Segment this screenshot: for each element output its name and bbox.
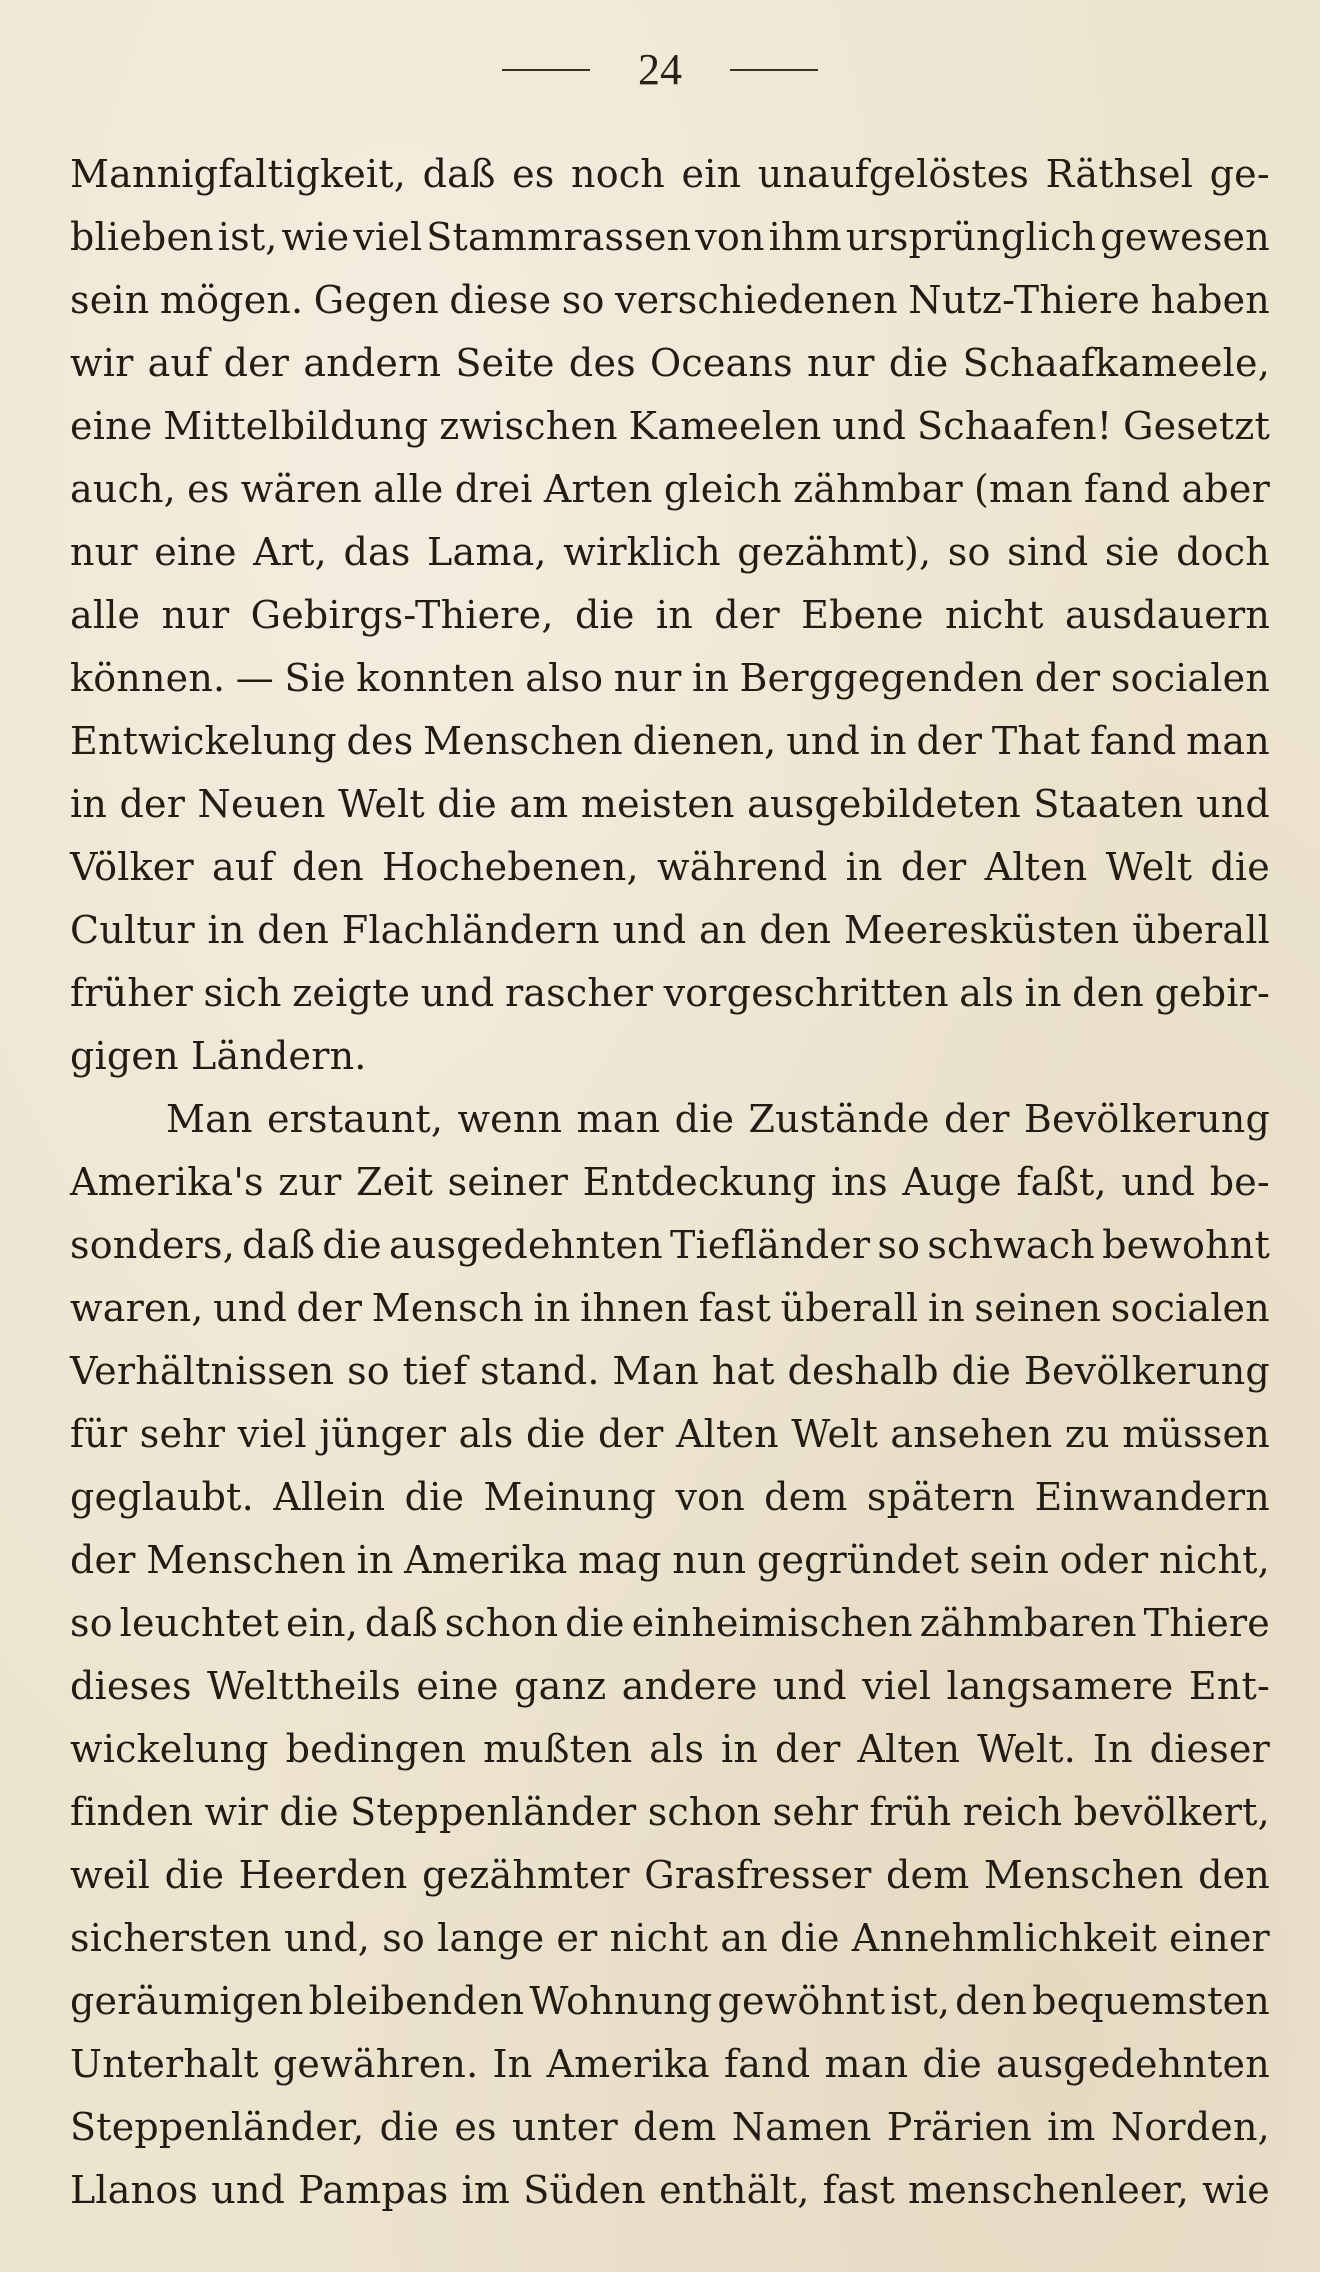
- text-line: in der Neuen Welt die am meisten ausgebildeten Staaten und: [70, 782, 1270, 826]
- page-header: [0, 40, 1320, 100]
- text-line: geräumigen bleibenden Wohnung gewöhnt ist, den bequemsten: [70, 1979, 1270, 2023]
- text-line: für sehr viel jünger als die der Alten Welt ansehen zu müssen: [70, 1412, 1270, 1456]
- text-line: können. — Sie konnten also nur in Berggegenden der socialen: [70, 656, 1270, 700]
- text-line: nur eine Art, das Lama, wirklich gezähmt), so sind sie doch: [70, 530, 1270, 574]
- text-line: blieben ist, wie viel Stammrassen von ihm ursprünglich gewesen: [70, 215, 1270, 259]
- text-line: so leuchtet ein, daß schon die einheimischen zähmbaren Thiere: [70, 1601, 1270, 1645]
- text-line: weil die Heerden gezähmter Grasfresser dem Menschen den: [70, 1853, 1270, 1897]
- text-line: Amerika's zur Zeit seiner Entdeckung ins Auge faßt, und be-: [70, 1160, 1270, 1204]
- text-line: eine Mittelbildung zwischen Kameelen und Schaafen! Gesetzt: [70, 404, 1270, 448]
- text-line: Cultur in den Flachländern und an den Meeresküsten überall: [70, 908, 1270, 952]
- header-rule-left: [502, 69, 590, 71]
- text-line: gigen Ländern.: [70, 1034, 367, 1078]
- body-text: [70, 143, 1270, 2222]
- text-line: Steppenländer, die es unter dem Namen Prärien im Norden,: [70, 2105, 1270, 2149]
- text-line: der Menschen in Amerika mag nun gegründet sein oder nicht,: [70, 1538, 1270, 1582]
- text-line: finden wir die Steppenländer schon sehr früh reich bevölkert,: [70, 1790, 1270, 1834]
- text-line: Llanos und Pampas im Süden enthält, fast menschenleer, wie: [70, 2168, 1270, 2212]
- text-line: Man erstaunt, wenn man die Zustände der Bevölkerung: [166, 1097, 1270, 1141]
- text-line: Verhältnissen so tief stand. Man hat deshalb die Bevölkerung: [70, 1349, 1270, 1393]
- text-line: Völker auf den Hochebenen, während in der Alten Welt die: [70, 845, 1270, 889]
- text-line: geglaubt. Allein die Meinung von dem spätern Einwandern: [70, 1475, 1270, 1519]
- text-line: Unterhalt gewähren. In Amerika fand man die ausgedehnten: [70, 2042, 1270, 2086]
- page-number: 24: [638, 45, 682, 94]
- text-line: sein mögen. Gegen diese so verschiedenen Nutz-Thiere haben: [70, 278, 1270, 322]
- text-line: Entwickelung des Menschen dienen, und in der That fand man: [70, 719, 1270, 763]
- text-line: früher sich zeigte und rascher vorgeschritten als in den gebir-: [70, 971, 1270, 1015]
- text-line: waren, und der Mensch in ihnen fast überall in seinen socialen: [70, 1286, 1270, 1330]
- text-line: Mannigfaltigkeit, daß es noch ein unaufgelöstes Räthsel ge-: [70, 152, 1270, 196]
- text-line: wir auf der andern Seite des Oceans nur die Schaafkameele,: [70, 341, 1270, 385]
- text-line: auch, es wären alle drei Arten gleich zähmbar (man fand aber: [70, 467, 1270, 511]
- text-line: sichersten und, so lange er nicht an die Annehmlichkeit einer: [70, 1916, 1270, 1960]
- text-line: wickelung bedingen mußten als in der Alten Welt. In dieser: [70, 1727, 1270, 1771]
- text-line: alle nur Gebirgs-Thiere, die in der Ebene nicht ausdauern: [70, 593, 1270, 637]
- text-line: dieses Welttheils eine ganz andere und viel langsamere Ent-: [70, 1664, 1270, 1708]
- header-rule-right: [730, 69, 818, 71]
- text-line: sonders, daß die ausgedehnten Tiefländer so schwach bewohnt: [70, 1223, 1270, 1267]
